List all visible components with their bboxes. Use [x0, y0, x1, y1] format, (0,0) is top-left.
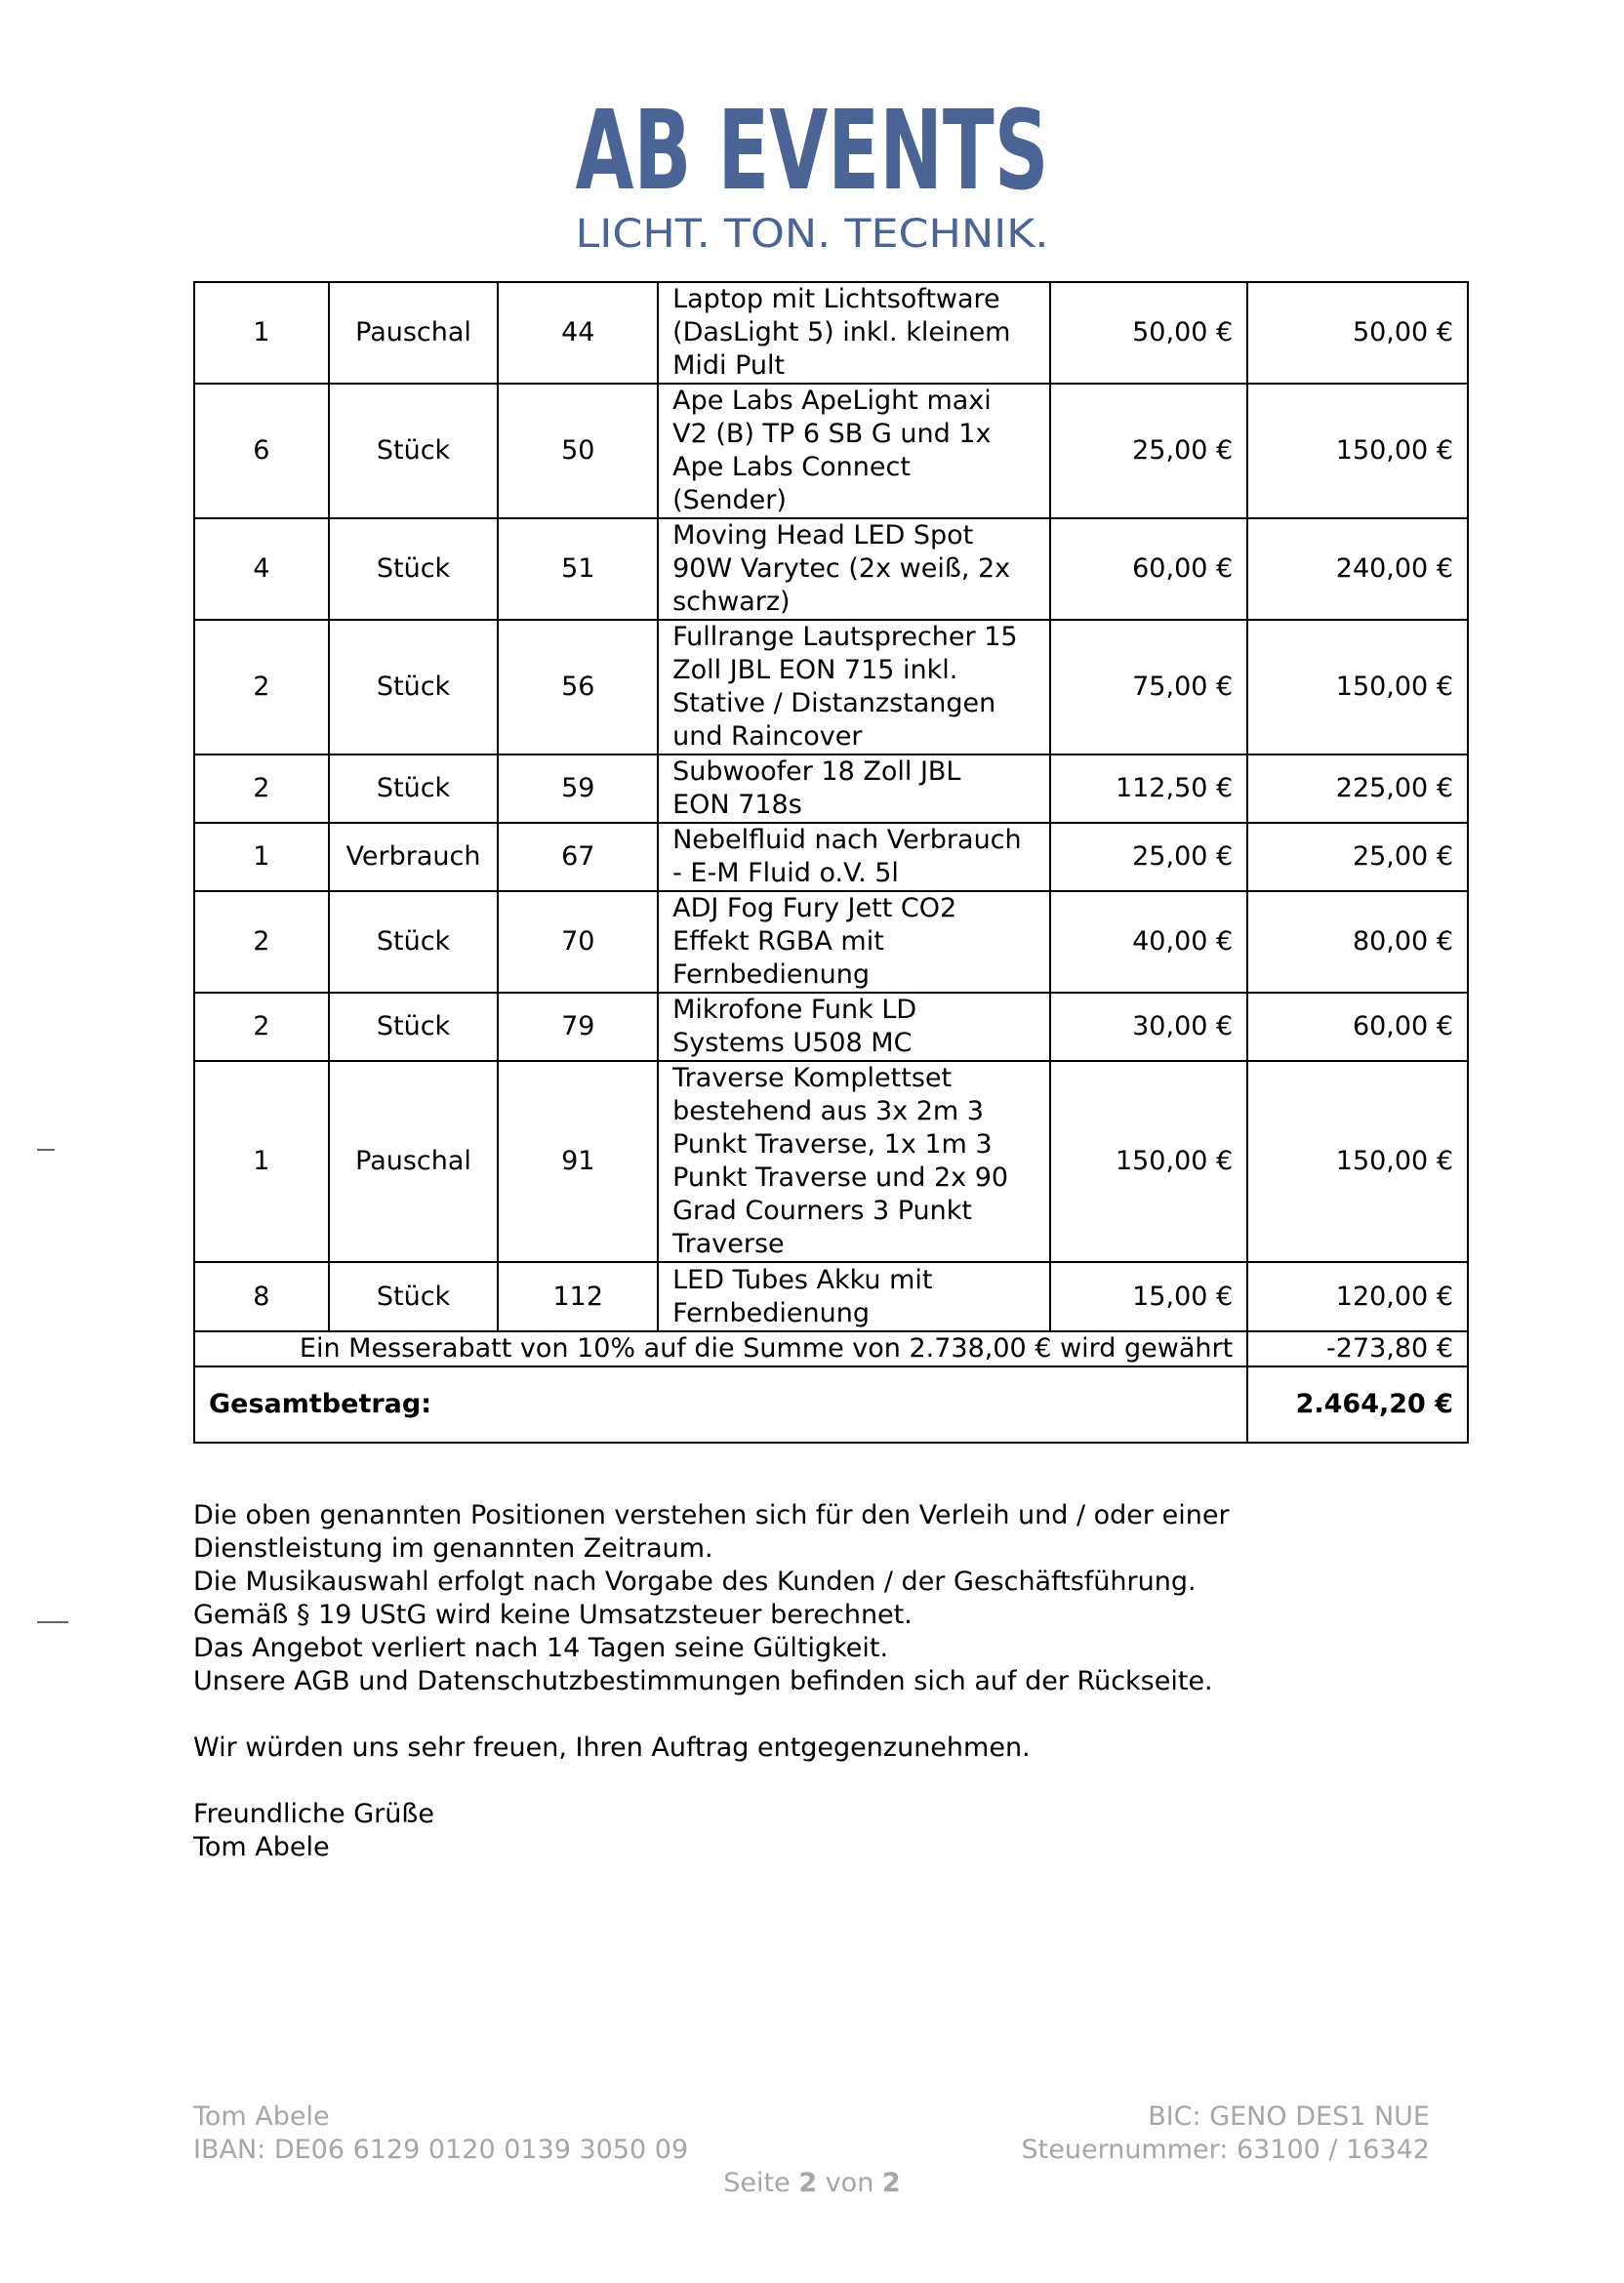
item-row [194, 384, 1468, 518]
item-description: Traverse Komplettset bestehend aus 3x 2m 3 Punkt Traverse, 1x 1m 3 Punkt Traverse und 2x 90 Grad Courners 3 Punkt Traverse [658, 1061, 1049, 1262]
item-quantity: 2 [194, 891, 329, 993]
item-position: 51 [498, 518, 658, 620]
item-position: 67 [498, 823, 658, 891]
item-description: Fullrange Lautsprecher 15 Zoll JBL EON 715 inkl. Stative / Distanzstangen und Raincover [658, 620, 1049, 754]
company-logo [571, 88, 1054, 257]
item-total: 80,00 € [1247, 891, 1468, 993]
item-unit: Stück [329, 620, 499, 754]
item-row [194, 1262, 1468, 1331]
punch-mark [37, 1621, 68, 1623]
item-unit: Stück [329, 518, 499, 620]
item-unit-price: 30,00 € [1050, 993, 1248, 1061]
item-total: 50,00 € [1247, 282, 1468, 384]
svg-text:LICHT. TON. TECHNIK.: LICHT. TON. TECHNIK. [575, 212, 1049, 257]
item-total: 150,00 € [1247, 384, 1468, 518]
item-unit: Stück [329, 1262, 499, 1331]
item-description: Nebelfluid nach Verbrauch - E-M Fluid o.V. 5l [658, 823, 1049, 891]
page-prefix: Seite [723, 2168, 791, 2198]
item-unit: Stück [329, 754, 499, 823]
item-row [194, 754, 1468, 823]
notes-text: Die oben genannten Positionen verstehen sich für den Verleih und / oder einer Dienstleistung im genannten Zeitraum. Die Musikauswahl erfolgt nach Vorgabe des Kunden / der Geschäftsführung. Gemäß § 19 UStG wird keine Umsatzsteuer berechnet. Das Angebot verliert nach 14 Tagen seine Gültigkeit. Unsere AGB und Datenschutzbestimmungen befinden sich auf der Rückseite. Wir würden uns sehr freuen, Ihren Auftrag entgegenzunehmen. Freundliche Grüße Tom Abele [193, 1500, 1230, 1862]
footer-iban: IBAN: DE06 6129 0120 0139 3050 09 [193, 2135, 689, 2165]
item-row [194, 891, 1468, 993]
item-unit: Pauschal [329, 1061, 499, 1262]
item-quantity: 8 [194, 1262, 329, 1331]
item-unit-price: 25,00 € [1050, 384, 1248, 518]
items-table [193, 281, 1469, 1444]
item-unit: Stück [329, 384, 499, 518]
item-total: 25,00 € [1247, 823, 1468, 891]
item-quantity: 2 [194, 754, 329, 823]
grand-total-value: 2.464,20 € [1247, 1366, 1468, 1443]
item-row [194, 282, 1468, 384]
item-quantity: 1 [194, 823, 329, 891]
item-unit: Verbrauch [329, 823, 499, 891]
item-row [194, 1061, 1468, 1262]
item-description: Laptop mit Lichtsoftware (DasLight 5) inkl. kleinem Midi Pult [658, 282, 1049, 384]
item-quantity: 1 [194, 1061, 329, 1262]
item-unit-price: 25,00 € [1050, 823, 1248, 891]
page-mid: von [825, 2168, 874, 2198]
item-row [194, 993, 1468, 1061]
item-unit-price: 60,00 € [1050, 518, 1248, 620]
item-description: Subwoofer 18 Zoll JBL EON 718s [658, 754, 1049, 823]
page-current: 2 [798, 2168, 818, 2198]
item-unit: Stück [329, 891, 499, 993]
item-description: LED Tubes Akku mit Fernbedienung [658, 1262, 1049, 1331]
item-position: 59 [498, 754, 658, 823]
item-position: 79 [498, 993, 658, 1061]
item-total: 240,00 € [1247, 518, 1468, 620]
item-total: 120,00 € [1247, 1262, 1468, 1331]
footer-name: Tom Abele [193, 2101, 330, 2132]
discount-row [194, 1331, 1468, 1366]
item-quantity: 2 [194, 620, 329, 754]
item-position: 50 [498, 384, 658, 518]
page-total: 2 [881, 2168, 901, 2198]
footer-tax: Steuernummer: 63100 / 16342 [1021, 2135, 1430, 2165]
item-unit: Stück [329, 993, 499, 1061]
item-row [194, 823, 1468, 891]
item-unit-price: 75,00 € [1050, 620, 1248, 754]
footer-bic: BIC: GENO DES1 NUE [1148, 2101, 1430, 2132]
item-row [194, 518, 1468, 620]
item-quantity: 1 [194, 282, 329, 384]
item-quantity: 2 [194, 993, 329, 1061]
item-total: 150,00 € [1247, 620, 1468, 754]
item-quantity: 6 [194, 384, 329, 518]
item-row [194, 620, 1468, 754]
item-unit-price: 50,00 € [1050, 282, 1248, 384]
item-description: Ape Labs ApeLight maxi V2 (B) TP 6 SB G und 1x Ape Labs Connect (Sender) [658, 384, 1049, 518]
item-unit-price: 15,00 € [1050, 1262, 1248, 1331]
item-description: ADJ Fog Fury Jett CO2 Effekt RGBA mit Fernbedienung [658, 891, 1049, 993]
item-unit-price: 150,00 € [1050, 1061, 1248, 1262]
page-number [0, 2167, 1624, 2200]
item-position: 112 [498, 1262, 658, 1331]
item-total: 150,00 € [1247, 1061, 1468, 1262]
item-unit-price: 112,50 € [1050, 754, 1248, 823]
item-total: 60,00 € [1247, 993, 1468, 1061]
item-quantity: 4 [194, 518, 329, 620]
item-position: 91 [498, 1061, 658, 1262]
grand-total-label: Gesamtbetrag: [194, 1366, 1247, 1443]
item-position: 70 [498, 891, 658, 993]
item-total: 225,00 € [1247, 754, 1468, 823]
discount-value: -273,80 € [1247, 1331, 1468, 1366]
item-position: 44 [498, 282, 658, 384]
discount-text: Ein Messerabatt von 10% auf die Summe von 2.738,00 € wird gewährt [194, 1331, 1247, 1366]
svg-text:AB EVENTS: AB EVENTS [575, 88, 1049, 215]
grand-total-row [194, 1366, 1468, 1443]
item-description: Mikrofone Funk LD Systems U508 MC [658, 993, 1049, 1061]
item-unit: Pauschal [329, 282, 499, 384]
item-unit-price: 40,00 € [1050, 891, 1248, 993]
item-description: Moving Head LED Spot 90W Varytec (2x weiß, 2x schwarz) [658, 518, 1049, 620]
fold-mark [37, 1149, 55, 1151]
item-position: 56 [498, 620, 658, 754]
